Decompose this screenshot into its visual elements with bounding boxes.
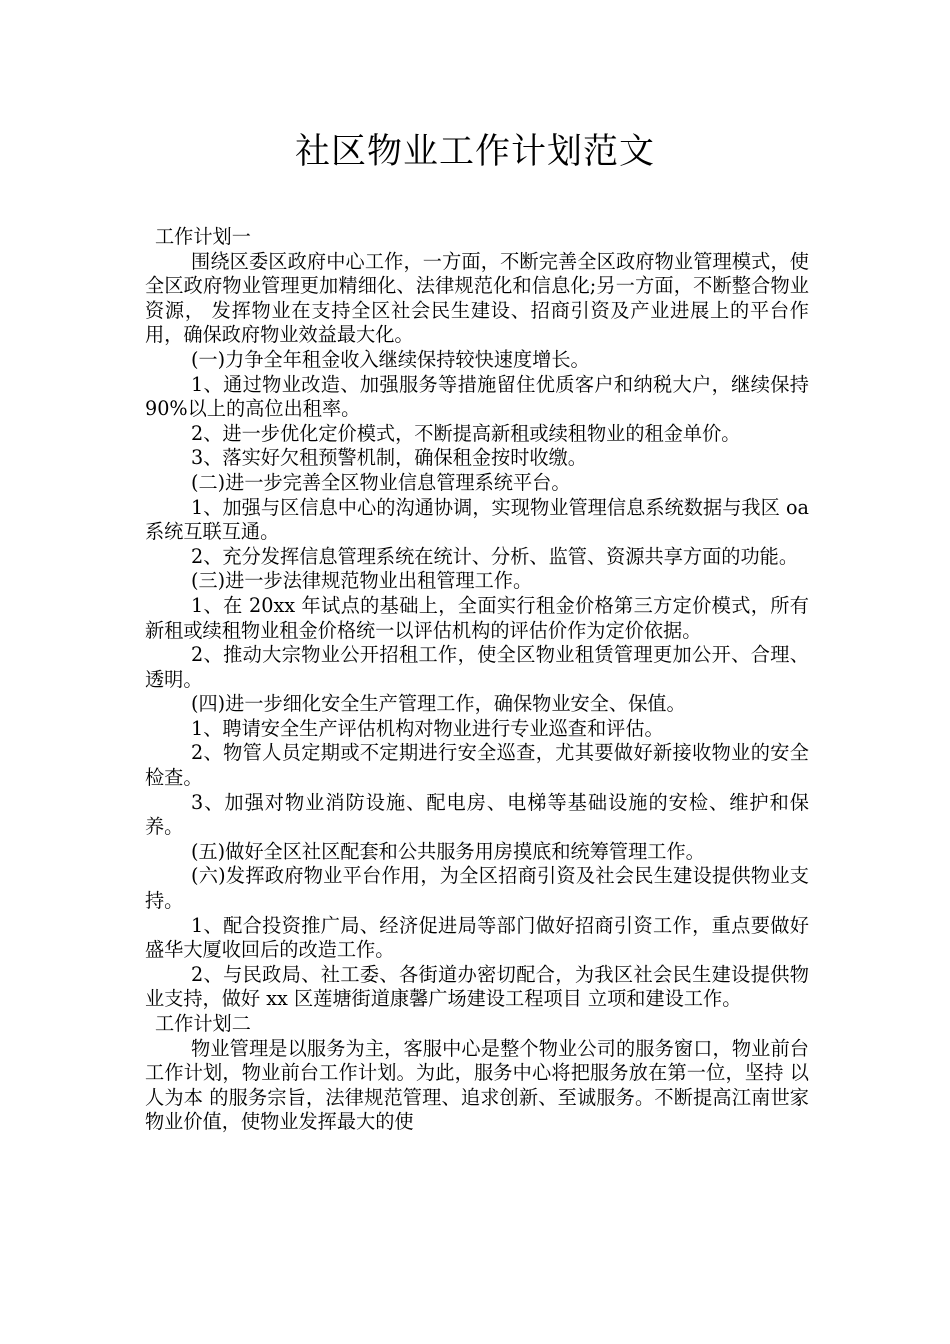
section-heading: 工作计划二	[155, 1012, 251, 1035]
body-paragraph: 2、推动大宗物业公开招租工作，使全区物业租赁管理更加公开、合理、透明。	[145, 643, 809, 691]
body-paragraph: (一)力争全年租金收入继续保持较快速度增长。	[191, 347, 590, 371]
body-paragraph: 2、物管人员定期或不定期进行安全巡查，尤其要做好新接收物业的安全检查。	[145, 741, 809, 790]
body-paragraph: (四)进一步细化安全生产管理工作，确保物业安全、保值。	[191, 692, 686, 716]
body-paragraph: 1、加强与区信息中心的沟通协调，实现物业管理信息系统数据与我区 oa 系统互联互通。	[145, 495, 809, 544]
body-paragraph: (二)进一步完善全区物业信息管理系统平台。	[191, 470, 571, 494]
document-title: 社区物业工作计划范文	[294, 132, 655, 172]
body-paragraph: 1、配合投资推广局、经济促进局等部门做好招商引资工作，重点要做好盛华大厦收回后的改造工作。	[145, 913, 809, 962]
body-paragraph: (六)发挥政府物业平台作用，为全区招商引资及社会民生建设提供物业支持。	[145, 864, 809, 913]
body-paragraph: (五)做好全区社区配套和公共服务用房摸底和统筹管理工作。	[191, 839, 705, 863]
body-paragraph: 2、充分发挥信息管理系统在统计、分析、监管、资源共享方面的功能。	[191, 544, 799, 568]
body-paragraph: 1、通过物业改造、加强服务等措施留住优质客户和纳税大户，继续保持 90%以上的高位出租率。	[145, 372, 809, 421]
body-paragraph: 2、与民政局、社工委、各街道办密切配合，为我区社会民生建设提供物业支持，做好 xx 区莲塘街道康馨广场建设工程项目 立项和建设工作。	[145, 962, 809, 1011]
body-paragraph: (三)进一步法律规范物业出租管理工作。	[191, 569, 533, 593]
body-paragraph: 1、在 20xx 年试点的基础上，全面实行租金价格第三方定价模式，所有新租或续租物业租金价格统一以评估机构的评估价作为定价依据。	[145, 593, 809, 642]
body-paragraph: 1、聘请安全生产评估机构对物业进行专业巡查和评估。	[191, 716, 664, 740]
body-paragraph: 2、进一步优化定价模式，不断提高新租或续租物业的租金单价。	[191, 421, 741, 445]
body-paragraph: 物业管理是以服务为主，客服中心是整个物业公司的服务窗口，物业前台工作计划，物业前台工作计划。为此，服务中心将把服务放在第一位，坚持 以人为本 的服务宗旨，法律规范管理、追求创新、至诚服务。不断提高江南世家物业价值，使物业发挥最大的使	[145, 1036, 809, 1134]
body-paragraph: 3、加强对物业消防设施、配电房、电梯等基础设施的安检、维护和保养。	[145, 790, 809, 839]
section-heading: 工作计划一	[155, 225, 251, 248]
body-paragraph: 围绕区委区政府中心工作，一方面，不断完善全区政府物业管理模式，使全区政府物业管理更加精细化、法律规范化和信息化;另一方面，不断整合物业资源， 发挥物业在支持全区社会民生建设、招商引资及产业进展上的平台作用，确保政府物业效益最大化。	[145, 249, 809, 347]
document-body	[145, 225, 809, 1135]
body-paragraph: 3、落实好欠租预警机制，确保租金按时收缴。	[191, 446, 587, 470]
